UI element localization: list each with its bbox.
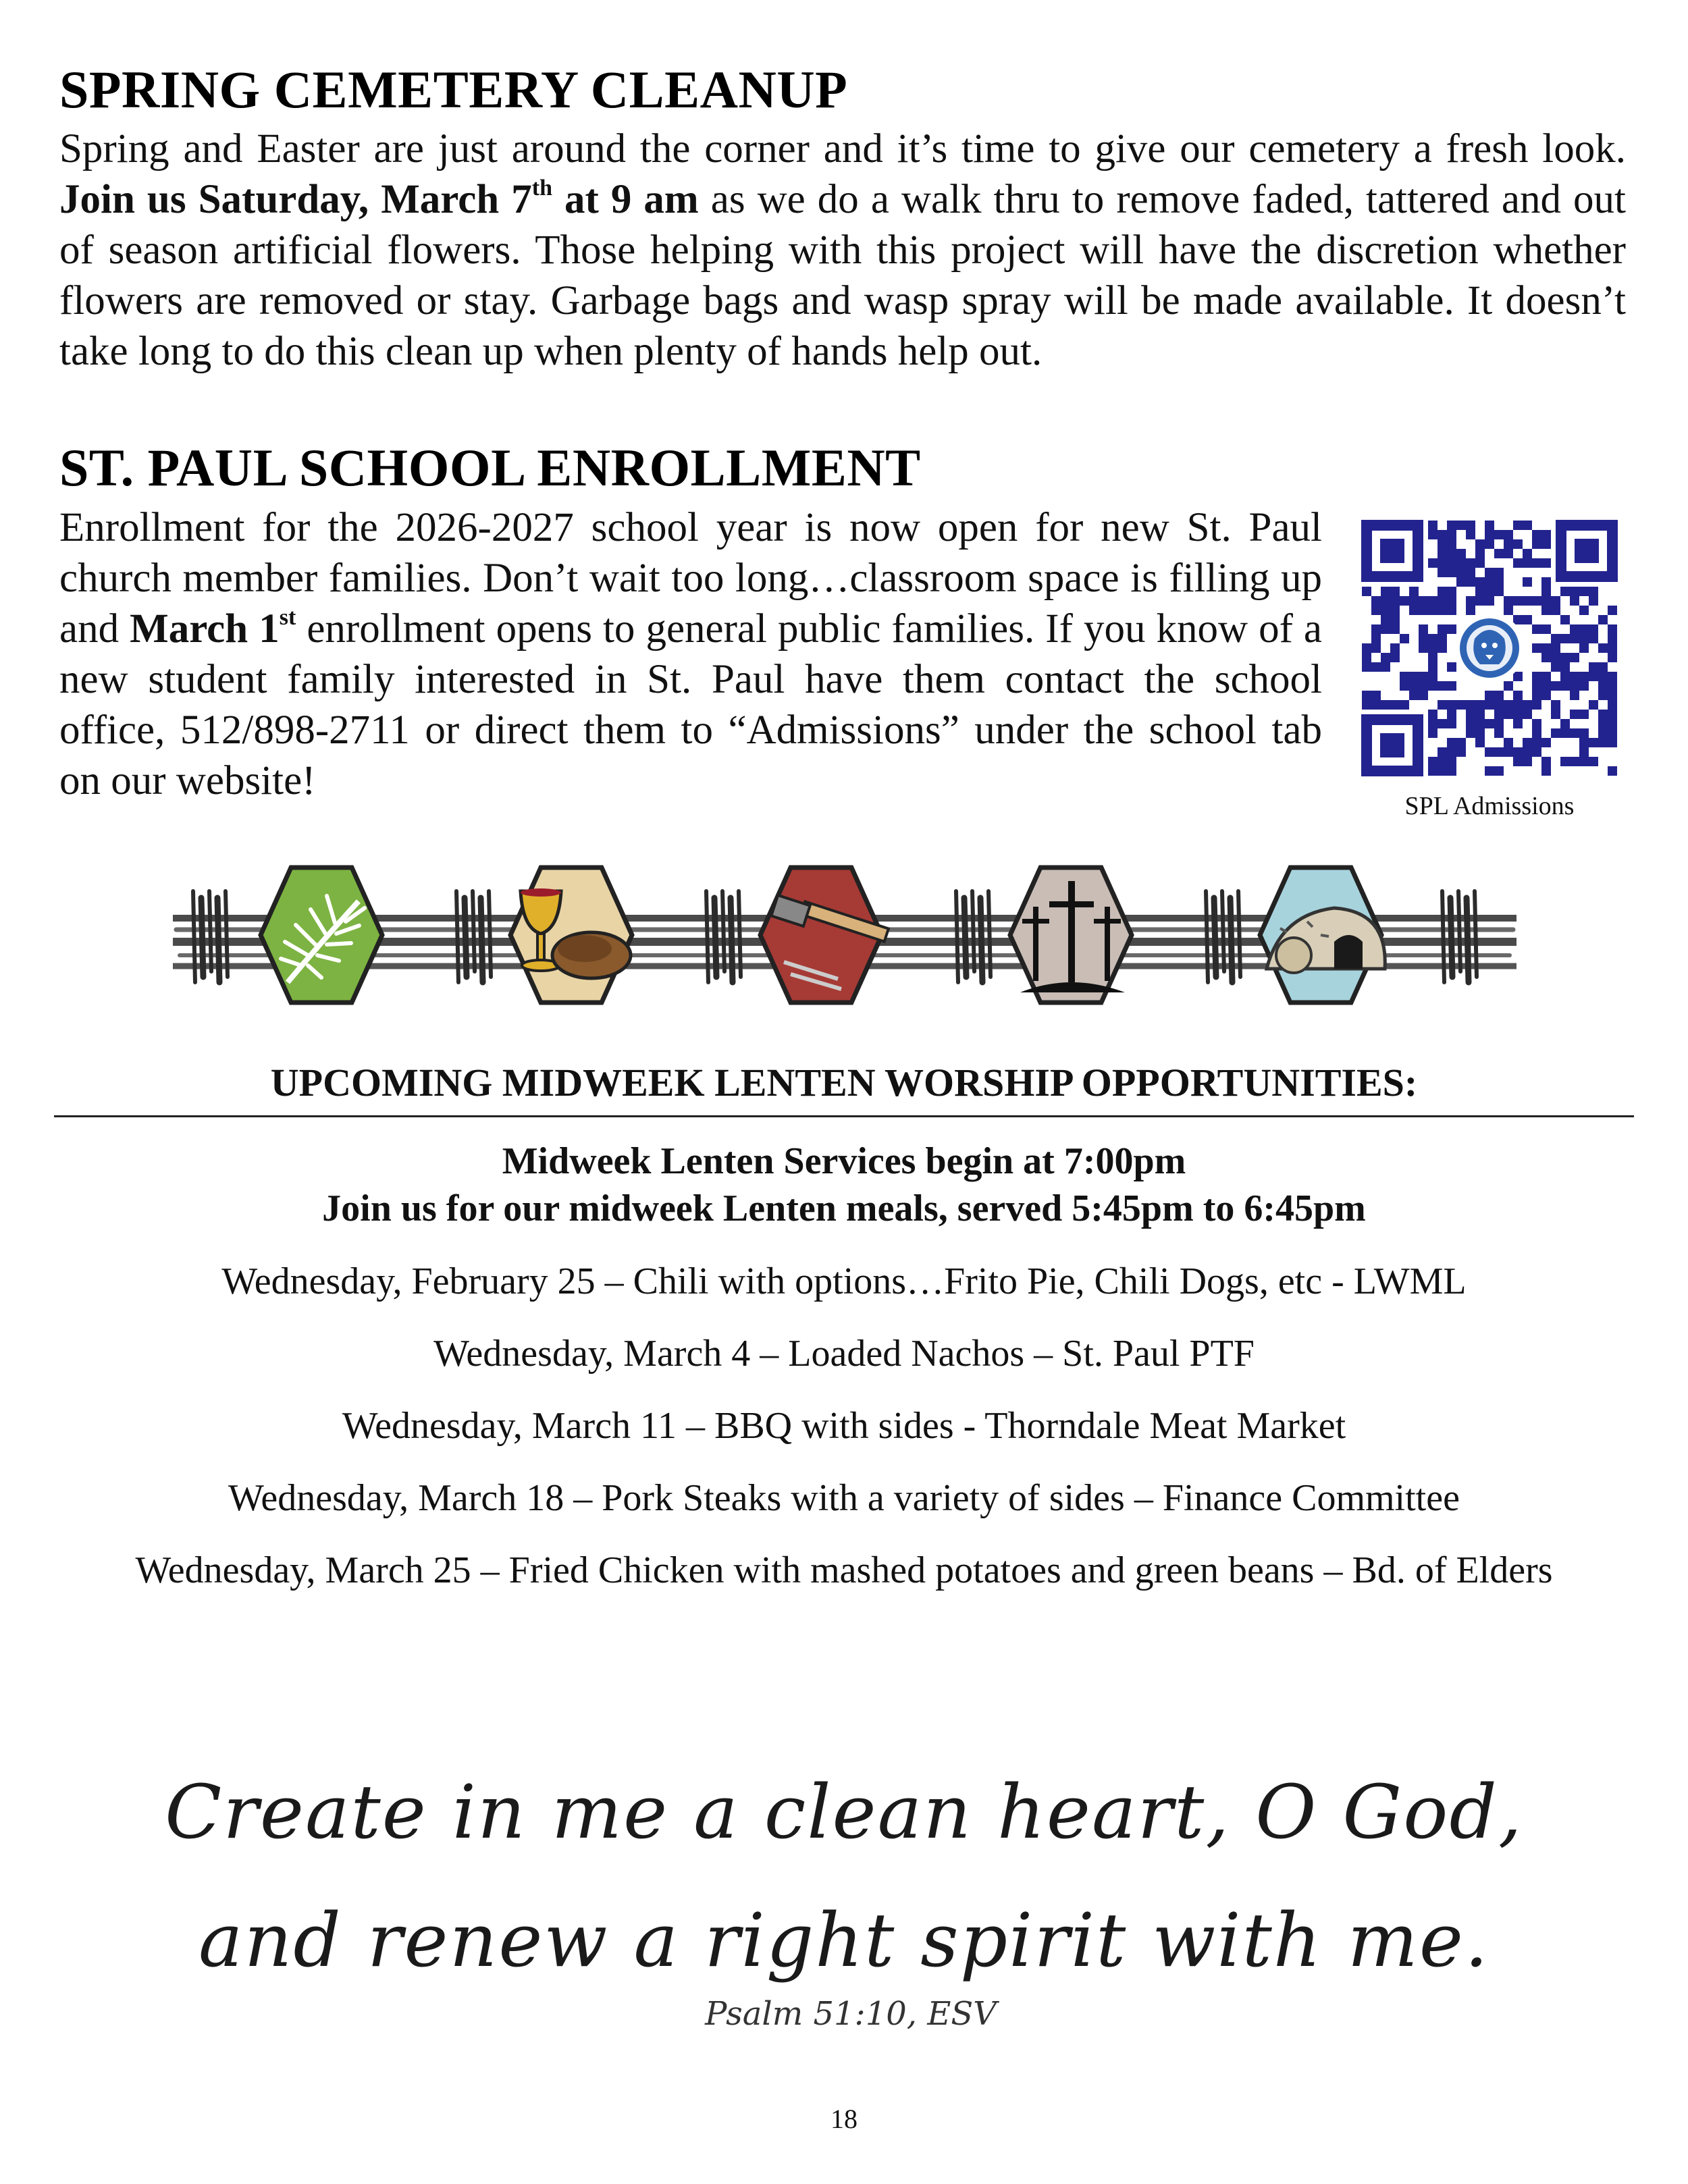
qr-code-graphic — [1361, 520, 1618, 776]
chalice-bread-icon — [510, 868, 632, 1003]
verse-line-1: Create in me a clean heart, O God, — [165, 1769, 1523, 1855]
cleanup-date-bold: Join us Saturday, March 7th at 9 am — [59, 176, 699, 222]
enrollment-title: ST. PAUL SCHOOL ENROLLMENT — [59, 438, 921, 497]
enrollment-date-bold: March 1st — [130, 605, 296, 651]
enrollment-text-2: enrollment opens to general public families. If you know of a new student family interested in St. Paul have them contact the school office, 512/898-2711 or direct them to “Admissions” under the school tab on our website! — [59, 606, 1322, 803]
meal-item: Wednesday, March 25 – Fried Chicken with mashed potatoes and green beans – Bd. of Elders — [135, 1549, 1553, 1591]
cleanup-text-2: as we do a walk thru to remove faded, tattered and out of season artificial flowers. Those helping with this project will have the discretion whether flowers are removed or stay. Garbage bags and wasp spray will be made available. It doesn’t take long to do this clean up when plenty of hands help out. — [59, 177, 1626, 374]
empty-tomb-icon — [1260, 868, 1385, 1003]
palm-branch-icon — [261, 868, 382, 1003]
page-number: 18 — [830, 2104, 858, 2134]
three-crosses-icon — [1010, 868, 1132, 1003]
enrollment-text-1: Enrollment for the 2026-2027 school year is now open for new St. Paul church member families. Don’t wait too long…classroom space is filling up and — [59, 505, 1322, 651]
hammer-nails-icon — [760, 868, 889, 1003]
meal-item: Wednesday, March 4 – Loaded Nachos – St. Paul PTF — [433, 1333, 1255, 1375]
lenten-heading: UPCOMING MIDWEEK LENTEN WORSHIP OPPORTUNITIES: — [270, 1061, 1418, 1104]
meal-item: Wednesday, March 18 – Pork Steaks with a variety of sides – Finance Committee — [228, 1477, 1460, 1519]
verse-reference: Psalm 51:10, ESV — [705, 1995, 997, 2033]
enrollment-paragraph — [59, 502, 1322, 806]
cleanup-paragraph — [59, 124, 1626, 377]
verse-line-2: and renew a right spirit with me. — [199, 1897, 1489, 1983]
lion-logo-icon — [1454, 613, 1525, 683]
admissions-qr-code[interactable] — [1361, 520, 1618, 776]
cleanup-title: SPRING CEMETERY CLEANUP — [59, 60, 848, 119]
services-time-line: Midweek Lenten Services begin at 7:00pm — [502, 1140, 1186, 1182]
lenten-symbols-banner — [173, 854, 1516, 1016]
meal-item: Wednesday, March 11 – BBQ with sides - Thorndale Meat Market — [342, 1405, 1346, 1447]
meal-item: Wednesday, February 25 – Chili with options…Frito Pie, Chili Dogs, etc - LWML — [221, 1260, 1467, 1302]
divider-rule — [54, 1115, 1634, 1117]
cleanup-text-1: Spring and Easter are just around the corner and it’s time to give our cemetery a fresh look. — [59, 126, 1626, 171]
qr-caption: SPL Admissions — [1404, 792, 1575, 820]
meals-time-line: Join us for our midweek Lenten meals, served 5:45pm to 6:45pm — [322, 1188, 1366, 1229]
